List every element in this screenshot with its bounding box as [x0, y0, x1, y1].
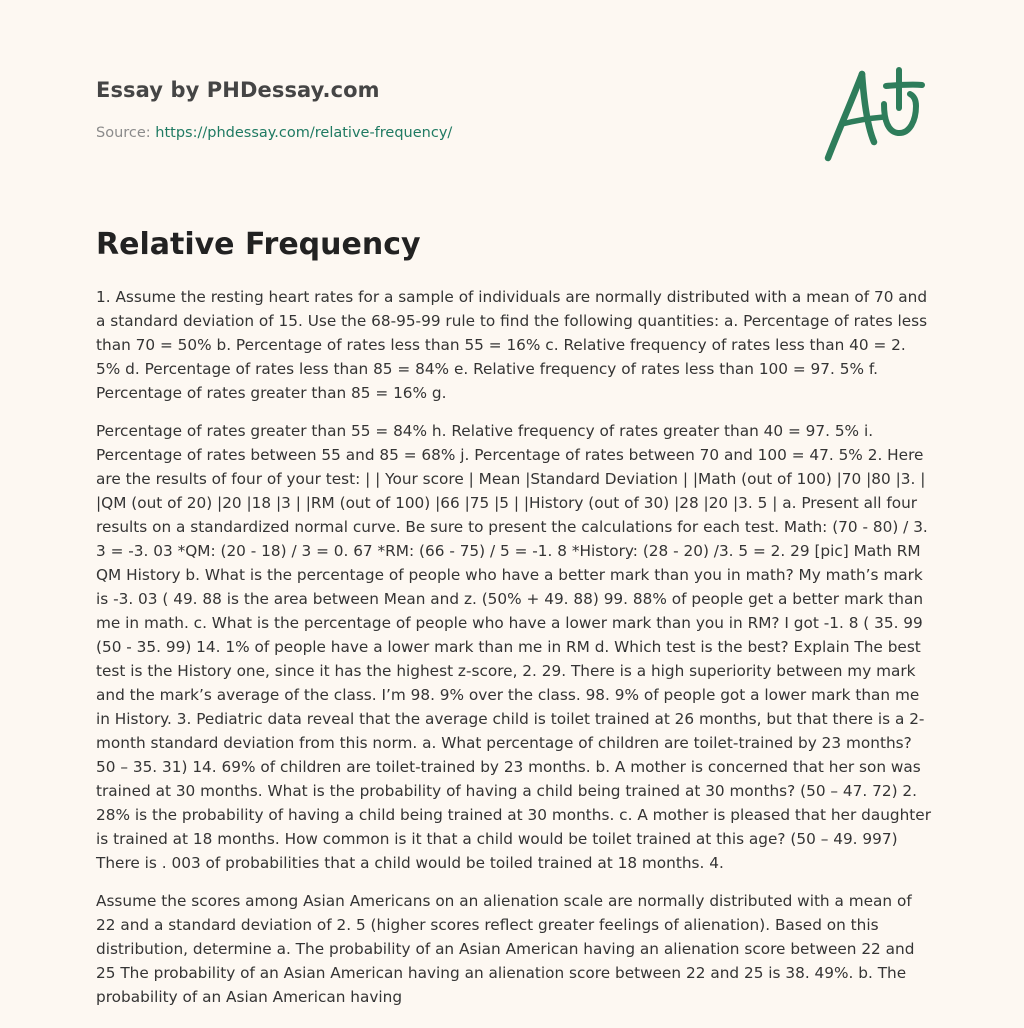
paragraph: Assume the scores among Asian Americans on an alienation scale are normally distributed with a mean of 22 and a standard deviation of 2. 5 (higher scores reflect greater feelings of alienation). Based on this distribution, determine a. The probability of an Asian American having an alienation score between 22 and 25 The probability of an Asian American having an alienation score between 22 and 25 is 38. 49%. b. The probability of an Asian American having [96, 892, 915, 1006]
article-title: Relative Frequency [96, 227, 421, 262]
source-link[interactable]: https://phdessay.com/relative-frequency/ [155, 125, 453, 141]
a-plus-grade-icon [818, 62, 930, 166]
source-label: Source: [96, 125, 151, 141]
paragraph: 1. Assume the resting heart rates for a sample of individuals are normally distributed with a mean of 70 and a standard deviation of 15. Use the 68-95-99 rule to find the following quantities: a. Percentage of rates less than 70 = 50% b. Percentage of rates less than 55 = 16% c. Relative frequency of rates less than 40 = 2. 5% d. Percentage of rates less than 85 = 84% e. Relative frequency of rates less than 100 = 97. 5% f. Percentage of rates greater than 85 = 16% g. [96, 288, 928, 402]
page-header [96, 74, 796, 143]
paragraph: Percentage of rates greater than 55 = 84% h. Relative frequency of rates greater than 40 = 97. 5% i. Percentage of rates between 55 and 85 = 68% j. Percentage of rates between 70 and 100 = 47. 5% 2. Here are the results of four of your test: | | Your score | Mean |Standard Deviation | |Math (out of 100) |70 |80 |3. | |QM (out of 20) |20 |18 |3 | |RM (out of 100) |66 |75 |5 | |History (out of 30) |28 |20 |3. 5 | a. Present all four results on a standardized normal curve. Be sure to present the calculations for each test. Math: (70 - 80) / 3. 3 = -3. 03 *QM: (20 - 18) / 3 = 0. 67 *RM: (66 - 75) / 5 = -1. 8 *History: (28 - 20) /3. 5 = 2. 29 [pic] Math RM QM History b. What is the percentage of people who have a better mark than you in math? My math’s mark is -3. 03 ( 49. 88 is the area between Mean and z. (50% + 49. 88) 99. 88% of people get a better mark than me in math. c. What is the percentage of people who have a lower mark than you in RM? I got -1. 8 ( 35. 99 (50 - 35. 99) 14. 1% of people have a lower mark than me in RM d. Which test is the best? Explain The best test is the History one, since it has the highest z-score, 2. 29. There is a high superiority between my mark and the mark’s average of the class. I’m 98. 9% over the class. 98. 9% of people got a lower mark than me in History. 3. Pediatric data reveal that the average child is toilet trained at 26 months, but that there is a 2-month standard deviation from this norm. a. What percentage of children are toilet-trained by 23 months? 50 – 35. 31) 14. 69% of children are toilet-trained by 23 months. b. A mother is concerned that her son was trained at 30 months. What is the probability of having a child being trained at 30 months? (50 – 47. 72) 2. 28% is the probability of having a child being trained at 30 months. c. A mother is pleased that her daughter is trained at 18 months. How common is it that a child would be toilet trained at this age? (50 – 49. 997) There is . 003 of probabilities that a child would be toiled trained at 18 months. 4. [96, 422, 932, 872]
site-brand: Essay by PHDessay.com [96, 78, 380, 102]
source-line [96, 123, 796, 143]
article-body [96, 285, 931, 1023]
